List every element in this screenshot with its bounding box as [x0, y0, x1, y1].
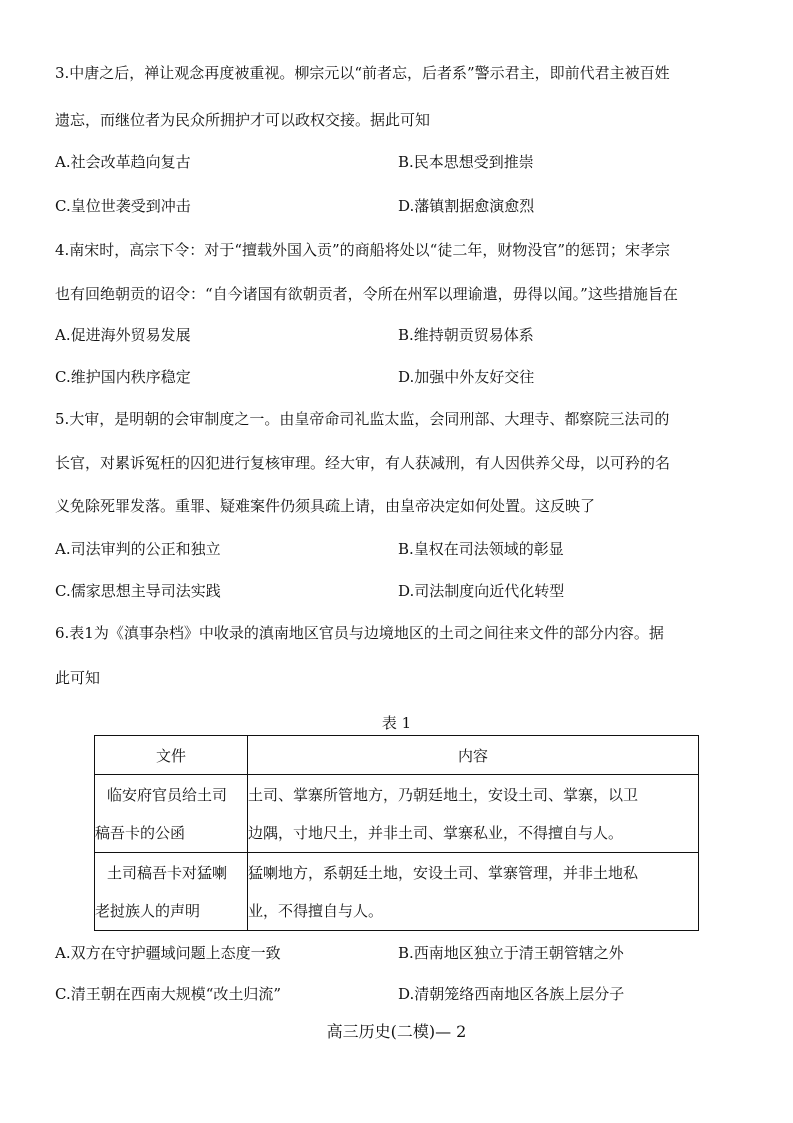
q3-option-b: B.民本思想受到推崇 — [398, 153, 534, 171]
q3-stem-line-2: 遗忘，而继位者为民众所拥护才可以政权交接。据此可知 — [55, 111, 431, 129]
q6-option-a: A.双方在守护疆域问题上态度一致 — [55, 944, 281, 962]
q3-option-a: A.社会改革趋向复古 — [55, 153, 191, 171]
q4-stem-line-2: 也有回绝朝贡的诏令：“自今诸国有欲朝贡者，令所在州军以理谕遣，毋得以闻。”这些措施旨在 — [55, 285, 678, 303]
content-line: 土司、掌寨所管地方，乃朝廷地土，安设土司、掌寨，以卫 — [248, 785, 639, 804]
q5-stem-line-2: 长官，对累诉冤枉的囚犯进行复核审理。经大审，有人获减刑，有人因供养父母，以可矜的名 — [55, 454, 671, 472]
q4-stem-line-1: 4.南宋时，高宗下令：对于“擅载外国入贡”的商船将处以“徒二年，财物没官”的惩罚；宋孝宗 — [55, 241, 670, 259]
table-title: 表 1 — [381, 714, 412, 732]
q5-option-c: C.儒家思想主导司法实践 — [55, 582, 221, 600]
q3-stem-line-1: 3.中唐之后，禅让观念再度被重视。柳宗元以“前者忘，后者系”警示君主，即前代君主被百姓 — [55, 64, 670, 82]
q5-stem-line-1: 5.大审，是明朝的会审制度之一。由皇帝命司礼监太监，会同刑部、大理寺、都察院三法司的 — [55, 410, 670, 428]
table-header-row — [95, 736, 699, 775]
table-cell-content — [248, 853, 699, 931]
table-cell-content — [248, 775, 699, 853]
q5-stem-line-3: 义免除死罪发落。重罪、疑难案件仍须具疏上请，由皇帝决定如何处置。这反映了 — [55, 497, 596, 515]
q5-option-d: D.司法制度向近代化转型 — [398, 582, 565, 600]
file-line: 土司稿吾卡对猛喇 — [107, 863, 228, 882]
q5-option-b: B.皇权在司法领域的彰显 — [398, 540, 564, 558]
file-line: 临安府官员给土司 — [107, 785, 228, 804]
content-line: 边隅，寸地尺土，并非土司、掌寨私业，不得擅自与人。 — [248, 823, 624, 842]
q6-option-c: C.清王朝在西南大规模“改土归流” — [55, 985, 282, 1003]
table-header-content: 内容 — [248, 736, 699, 775]
q4-option-c: C.维护国内秩序稳定 — [55, 368, 191, 386]
file-line: 稿吾卡的公函 — [95, 823, 186, 842]
q6-stem-line-1: 6.表1为《滇事杂档》中收录的滇南地区官员与边境地区的土司之间往来文件的部分内容。据 — [55, 624, 664, 642]
table-row — [95, 853, 699, 931]
table-header-file: 文件 — [95, 736, 248, 775]
content-line: 猛喇地方，系朝廷土地，安设土司、掌寨管理，并非土地私 — [248, 863, 639, 882]
q3-option-d: D.藩镇割据愈演愈烈 — [398, 197, 535, 215]
file-line: 老挝族人的声明 — [95, 901, 201, 920]
q4-option-a: A.促进海外贸易发展 — [55, 326, 191, 344]
q6-option-b: B.西南地区独立于清王朝管辖之外 — [398, 944, 624, 962]
content-line: 业，不得擅自与人。 — [248, 901, 384, 920]
table-row — [95, 775, 699, 853]
q5-option-a: A.司法审判的公正和独立 — [55, 540, 221, 558]
q6-option-d: D.清朝笼络西南地区各族上层分子 — [398, 985, 625, 1003]
table-cell-file — [95, 853, 248, 931]
table-cell-file — [95, 775, 248, 853]
q4-option-b: B.维持朝贡贸易体系 — [398, 326, 534, 344]
document-table — [94, 735, 699, 931]
page-footer: 高三历史(二模)— 2 — [326, 1022, 467, 1041]
q4-option-d: D.加强中外友好交往 — [398, 368, 535, 386]
q3-option-c: C.皇位世袭受到冲击 — [55, 197, 191, 215]
q6-stem-line-2: 此可知 — [55, 669, 101, 687]
